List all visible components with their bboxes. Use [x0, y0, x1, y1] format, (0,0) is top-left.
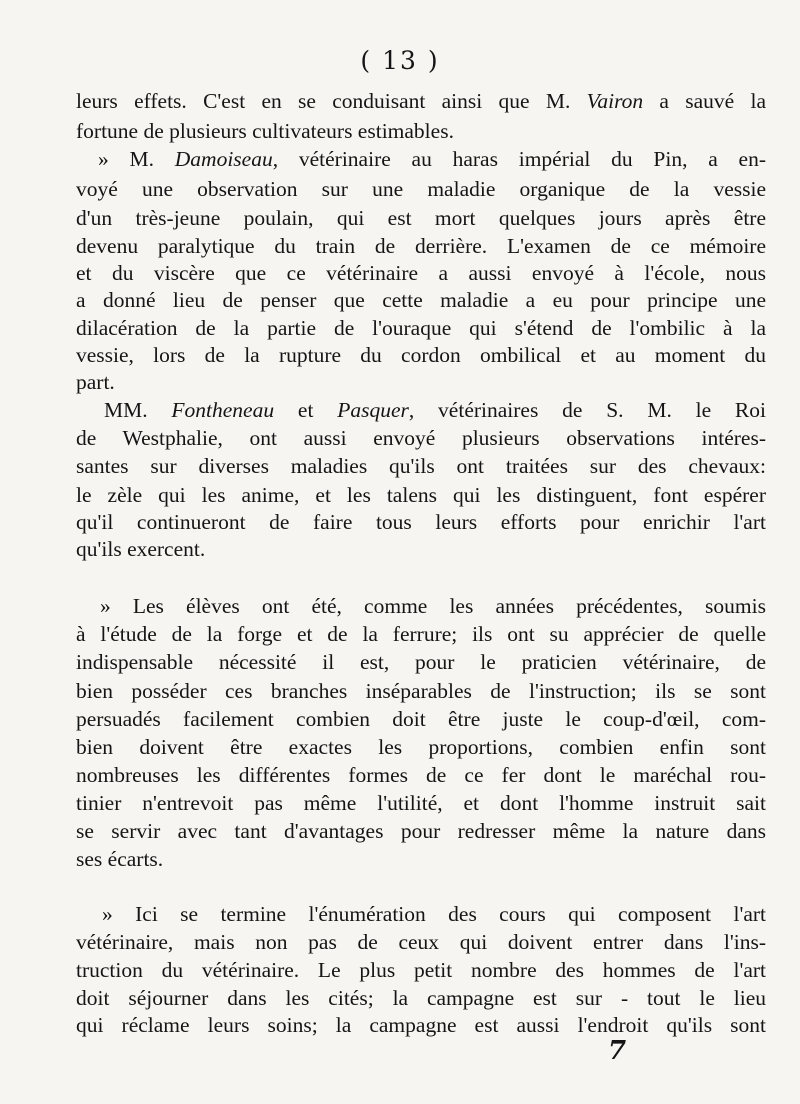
text-line: fortune de plusieurs cultivateurs estimables. — [76, 119, 454, 143]
text-line: ses écarts. — [76, 847, 164, 871]
text-line: part. — [76, 370, 115, 394]
text-line: a donné lieu de penser que cette maladie a eu pour principe une — [76, 288, 766, 312]
text-line: doit séjourner dans les cités; la campagne est sur - tout le lieu — [76, 986, 766, 1010]
text-line: vétérinaire, mais non pas de ceux qui doivent entrer dans l'ins- — [76, 930, 766, 954]
text-line: leurs effets. C'est en se conduisant ainsi que M. Vairon a sauvé la — [76, 89, 766, 113]
text-line: qu'il continueront de faire tous leurs efforts pour enrichir l'art — [76, 510, 766, 534]
text-line: vessie, lors de la rupture du cordon ombilical et au moment du — [76, 343, 766, 367]
signature-mark: 7 — [608, 1036, 627, 1066]
text-line: se servir avec tant d'avantages pour redresser même la nature dans — [76, 819, 766, 843]
text-line: truction du vétérinaire. Le plus petit nombre des hommes de l'art — [76, 958, 766, 982]
text-line: persuadés facilement combien doit être juste le coup-d'œil, com- — [76, 707, 766, 731]
person-name: Fontheneau — [171, 398, 275, 422]
text-line: voyé une observation sur une maladie organique de la vessie — [76, 177, 766, 201]
person-name: Damoiseau — [174, 147, 273, 171]
text-line: » Les élèves ont été, comme les années précédentes, soumis — [100, 594, 766, 618]
text-line: d'un très-jeune poulain, qui est mort quelques jours après être — [76, 206, 766, 230]
text-line: nombreuses les différentes formes de ce fer dont le maréchal rou- — [76, 763, 766, 787]
text-line: devenu paralytique du train de derrière. L'examen de ce mémoire — [76, 234, 766, 258]
text-line: dilacération de la partie de l'ouraque qui s'étend de l'ombilic à la — [76, 316, 766, 340]
text-line: de Westphalie, ont aussi envoyé plusieurs observations intéres- — [76, 426, 766, 450]
text-line: le zèle qui les anime, et les talens qui les distinguent, font espérer — [76, 483, 766, 507]
text-line: indispensable nécessité il est, pour le praticien vétérinaire, de — [76, 650, 766, 674]
person-name: Vairon — [586, 89, 644, 113]
person-name: Pasquer — [337, 398, 409, 422]
text-line: » M. Damoiseau, vétérinaire au haras impérial du Pin, a en- — [98, 147, 766, 171]
text-line: bien posséder ces branches inséparables de l'instruction; ils se sont — [76, 679, 766, 703]
text-line: qu'ils exercent. — [76, 537, 206, 561]
text-line: qui réclame leurs soins; la campagne est aussi l'endroit qu'ils sont — [76, 1013, 766, 1037]
text-line: santes sur diverses maladies qu'ils ont traitées sur des chevaux: — [76, 454, 766, 478]
page-number: ( 13 ) — [360, 46, 440, 75]
text-line: tinier n'entrevoit pas même l'utilité, et dont l'homme instruit sait — [76, 791, 766, 815]
text-line: bien doivent être exactes les proportions, combien enfin sont — [76, 735, 766, 759]
text-line: et du viscère que ce vétérinaire a aussi envoyé à l'école, nous — [76, 261, 766, 285]
text-line: MM. Fontheneau et Pasquer, vétérinaires de S. M. le Roi — [104, 398, 766, 422]
text-line: » Ici se termine l'énumération des cours qui composent l'art — [102, 902, 766, 926]
text-line: à l'étude de la forge et de la ferrure; ils ont su apprécier de quelle — [76, 622, 766, 646]
